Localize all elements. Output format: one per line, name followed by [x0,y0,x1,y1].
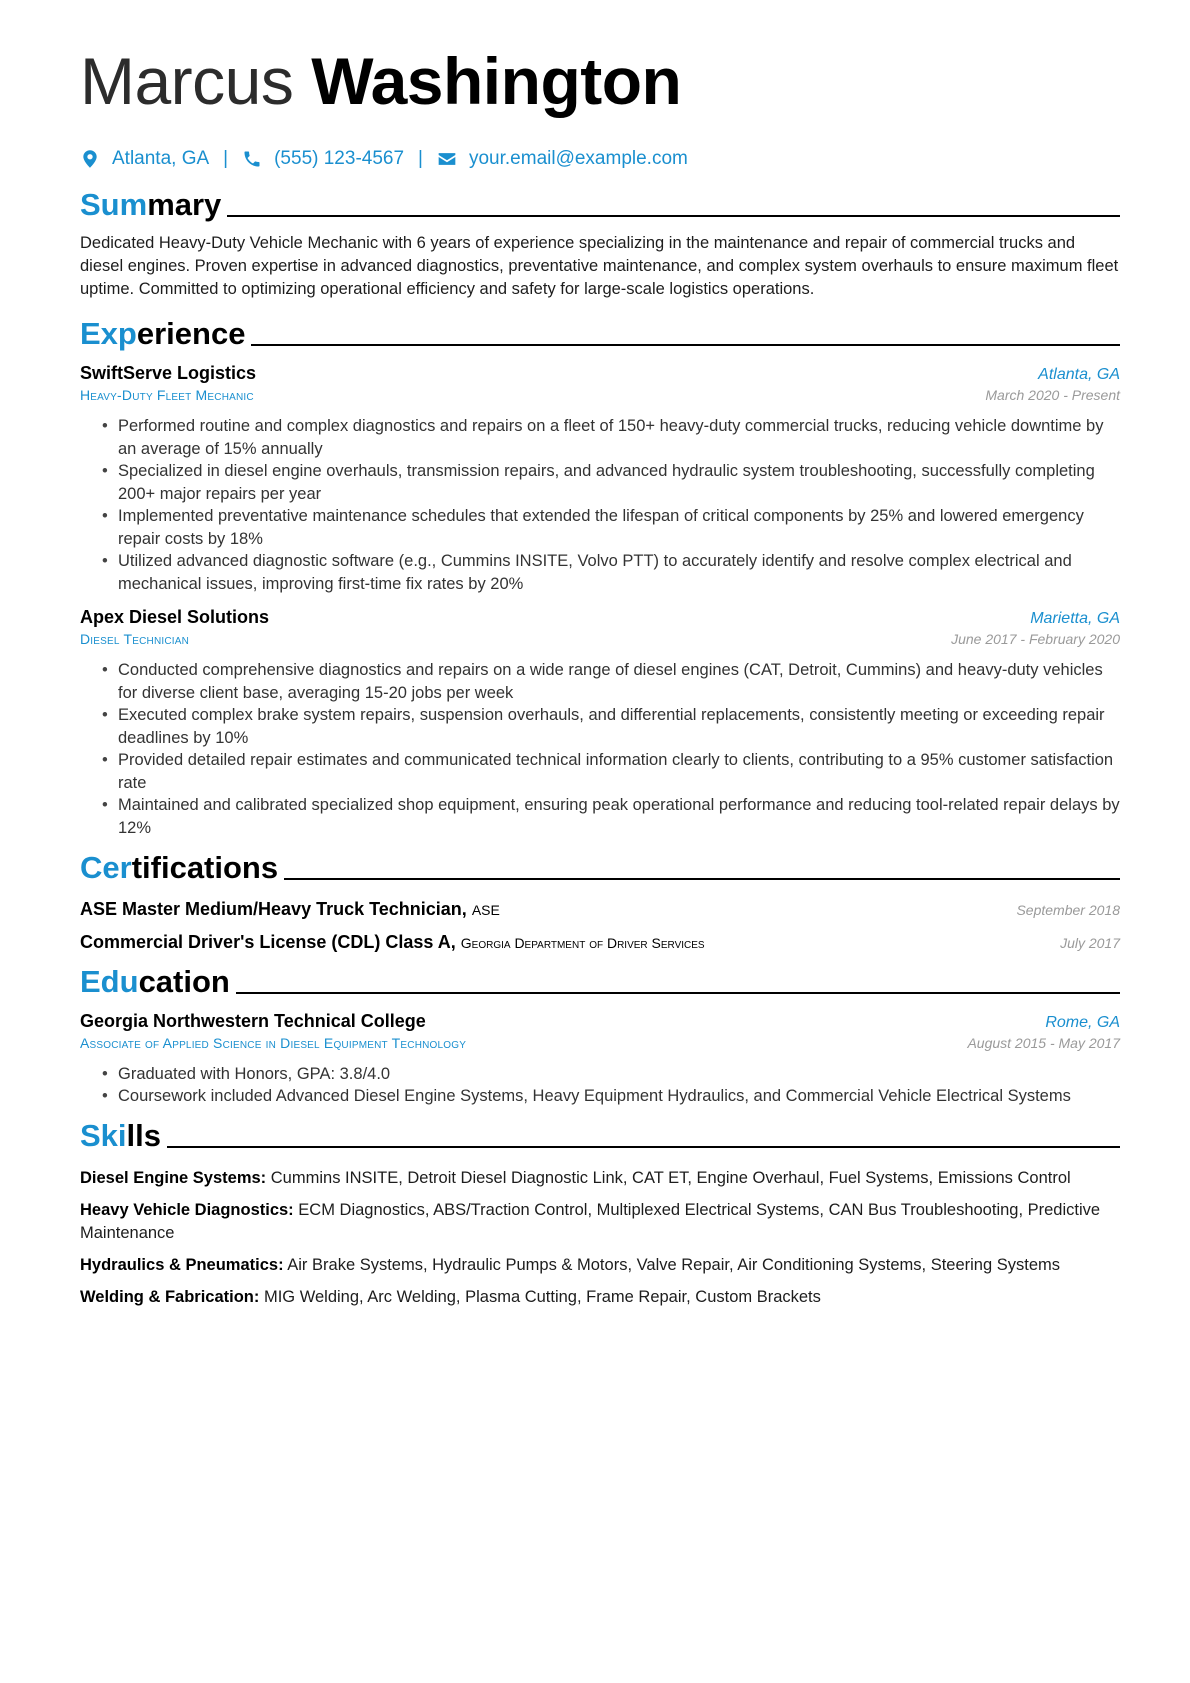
section-title [80,849,278,887]
comma: , [461,899,472,919]
bullet-item: • Implemented preventative maintenance schedules that extended the lifespan of critical components by 25% and lowered emergency repair costs by 18% [118,505,1120,551]
skill-category: Hydraulics & Pneumatics: [80,1256,284,1274]
section-rule [236,992,1120,994]
candidate-name [80,38,1120,124]
section-title [80,186,221,224]
job-location: Marietta, GA [1030,610,1120,627]
section-rule [251,344,1120,346]
job-title: Heavy-Duty Fleet Mechanic [80,387,254,403]
skill-values: Air Brake Systems, Hydraulic Pumps & Motors, Valve Repair, Air Conditioning Systems, Steering Systems [287,1256,1060,1274]
contact-email[interactable] [437,148,688,170]
skill-category: Diesel Engine Systems: [80,1169,267,1187]
education-dates: August 2015 - May 2017 [967,1035,1120,1051]
bullet-item: • Executed complex brake system repairs, suspension overhauls, and differential replacements, consistently meeting or exceeding repair deadlines by 10% [118,704,1120,750]
title-accent: Ski [80,1118,127,1153]
job-title: Diesel Technician [80,631,190,647]
section-title [80,963,230,1001]
comma: , [450,932,461,952]
title-accent: Exp [80,316,137,351]
bullet-item: • Provided detailed repair estimates and communicated technical information clearly to clients, contributing to a 95% customer satisfaction rate [118,749,1120,795]
section-rule [284,878,1120,880]
company-name: SwiftServe Logistics [80,363,257,383]
certification-name: ASE Master Medium/Heavy Truck Technician [80,899,462,919]
job-entry [80,363,1120,596]
certification-date: July 2017 [1060,935,1120,951]
location-text: Atlanta, GA [112,148,210,169]
skill-values: ECM Diagnostics, ABS/Traction Control, Multiplexed Electrical Systems, CAN Bus Troubleshooting, Predictive Maintenance [80,1201,1101,1242]
title-accent: Sum [80,187,148,222]
school-location: Rome, GA [1045,1014,1120,1031]
certifications-heading [80,849,1120,887]
bullet-item: • Coursework included Advanced Diesel Engine Systems, Heavy Equipment Hydraulics, and Commercial Vehicle Electrical Systems [118,1085,1120,1108]
bullet-item: • Specialized in diesel engine overhauls, transmission repairs, and advanced hydraulic system troubleshooting, successfully completing 200+ major repairs per year [118,460,1120,506]
email-link[interactable]: your.email@example.com [468,148,688,169]
company-name: Apex Diesel Solutions [80,607,270,627]
section-rule [227,215,1120,217]
education-entry [80,1011,1120,1108]
skill-category: Welding & Fabrication: [80,1288,260,1306]
experience-heading [80,315,1120,353]
job-dates: March 2020 - Present [985,387,1120,403]
certification-item [80,899,1120,920]
skill-values: Cummins INSITE, Detroit Diesel Diagnostic Link, CAT ET, Engine Overhaul, Fuel Systems, Emissions Control [270,1169,1071,1187]
section-rule [167,1146,1120,1148]
skill-category: Heavy Vehicle Diagnostics: [80,1201,294,1219]
skill-row [80,1167,1120,1190]
certification-item [80,932,1120,953]
skill-row [80,1254,1120,1277]
phone-icon [242,149,262,169]
certification-date: September 2018 [1016,902,1120,918]
envelope-icon [437,149,457,169]
phone-text: (555) 123-4567 [274,148,405,169]
resume-page [80,38,1120,1309]
certification-name: Commercial Driver's License (CDL) Class A [80,932,451,952]
bullet-item: • Graduated with Honors, GPA: 3.8/4.0 [118,1063,1120,1086]
education-bullets [80,1063,1120,1108]
title-rest: mary [147,187,222,222]
bullet-item: • Conducted comprehensive diagnostics and repairs on a wide range of diesel engines (CAT, Detroit, Cummins) and heavy-duty vehicles for diverse client base, averaging 15-20 jobs per week [118,659,1120,705]
job-bullets [80,659,1120,840]
last-name: Washington [311,44,682,118]
title-rest: tifications [131,850,279,885]
skill-values: MIG Welding, Arc Welding, Plasma Cutting, Frame Repair, Custom Brackets [263,1288,821,1306]
skill-row [80,1199,1120,1245]
summary-text: Dedicated Heavy-Duty Vehicle Mechanic with 6 years of experience specializing in the maintenance and repair of commercial trucks and diesel engines. Proven expertise in advanced diagnostics, preventative maintenance, and complex system overhauls to ensure maximum fleet uptime. Committed to optimizing operational efficiency and safety for large-scale logistics operations. [80,234,1119,298]
section-title [80,1117,161,1155]
education-heading [80,963,1120,1001]
job-bullets [80,415,1120,596]
certification-issuer: Georgia Department of Driver Services [460,935,705,951]
contact-location [80,148,209,170]
title-rest: erience [136,316,246,351]
bullet-item: • Performed routine and complex diagnostics and repairs on a fleet of 150+ heavy-duty commercial trucks, reducing vehicle downtime by an average of 15% annually [118,415,1120,461]
map-pin-icon [80,149,100,169]
contact-bar [80,146,1120,172]
contact-separator: | [223,148,229,169]
job-entry [80,607,1120,840]
bullet-item: • Maintained and calibrated specialized shop equipment, ensuring peak operational performance and reducing tool-related repair delays by 12% [118,794,1120,840]
first-name: Marcus [80,44,294,118]
certification-issuer: ASE [471,902,500,918]
title-accent: Cer [80,850,132,885]
title-accent: Edu [80,964,139,999]
title-rest: cation [138,964,230,999]
skill-row [80,1286,1120,1309]
skills-heading [80,1117,1120,1155]
degree-title: Associate of Applied Science in Diesel Equipment Technology [80,1035,467,1051]
job-location: Atlanta, GA [1038,366,1120,383]
school-name: Georgia Northwestern Technical College [80,1011,426,1031]
contact-phone[interactable] [242,148,404,170]
job-dates: June 2017 - February 2020 [951,631,1120,647]
summary-heading [80,186,1120,224]
title-rest: lls [126,1118,161,1153]
contact-separator: | [418,148,423,169]
section-title [80,315,245,353]
bullet-item: • Utilized advanced diagnostic software (e.g., Cummins INSITE, Volvo PTT) to accurately identify and resolve complex electrical and mechanical issues, improving first-time fix rates by 20% [118,550,1120,596]
